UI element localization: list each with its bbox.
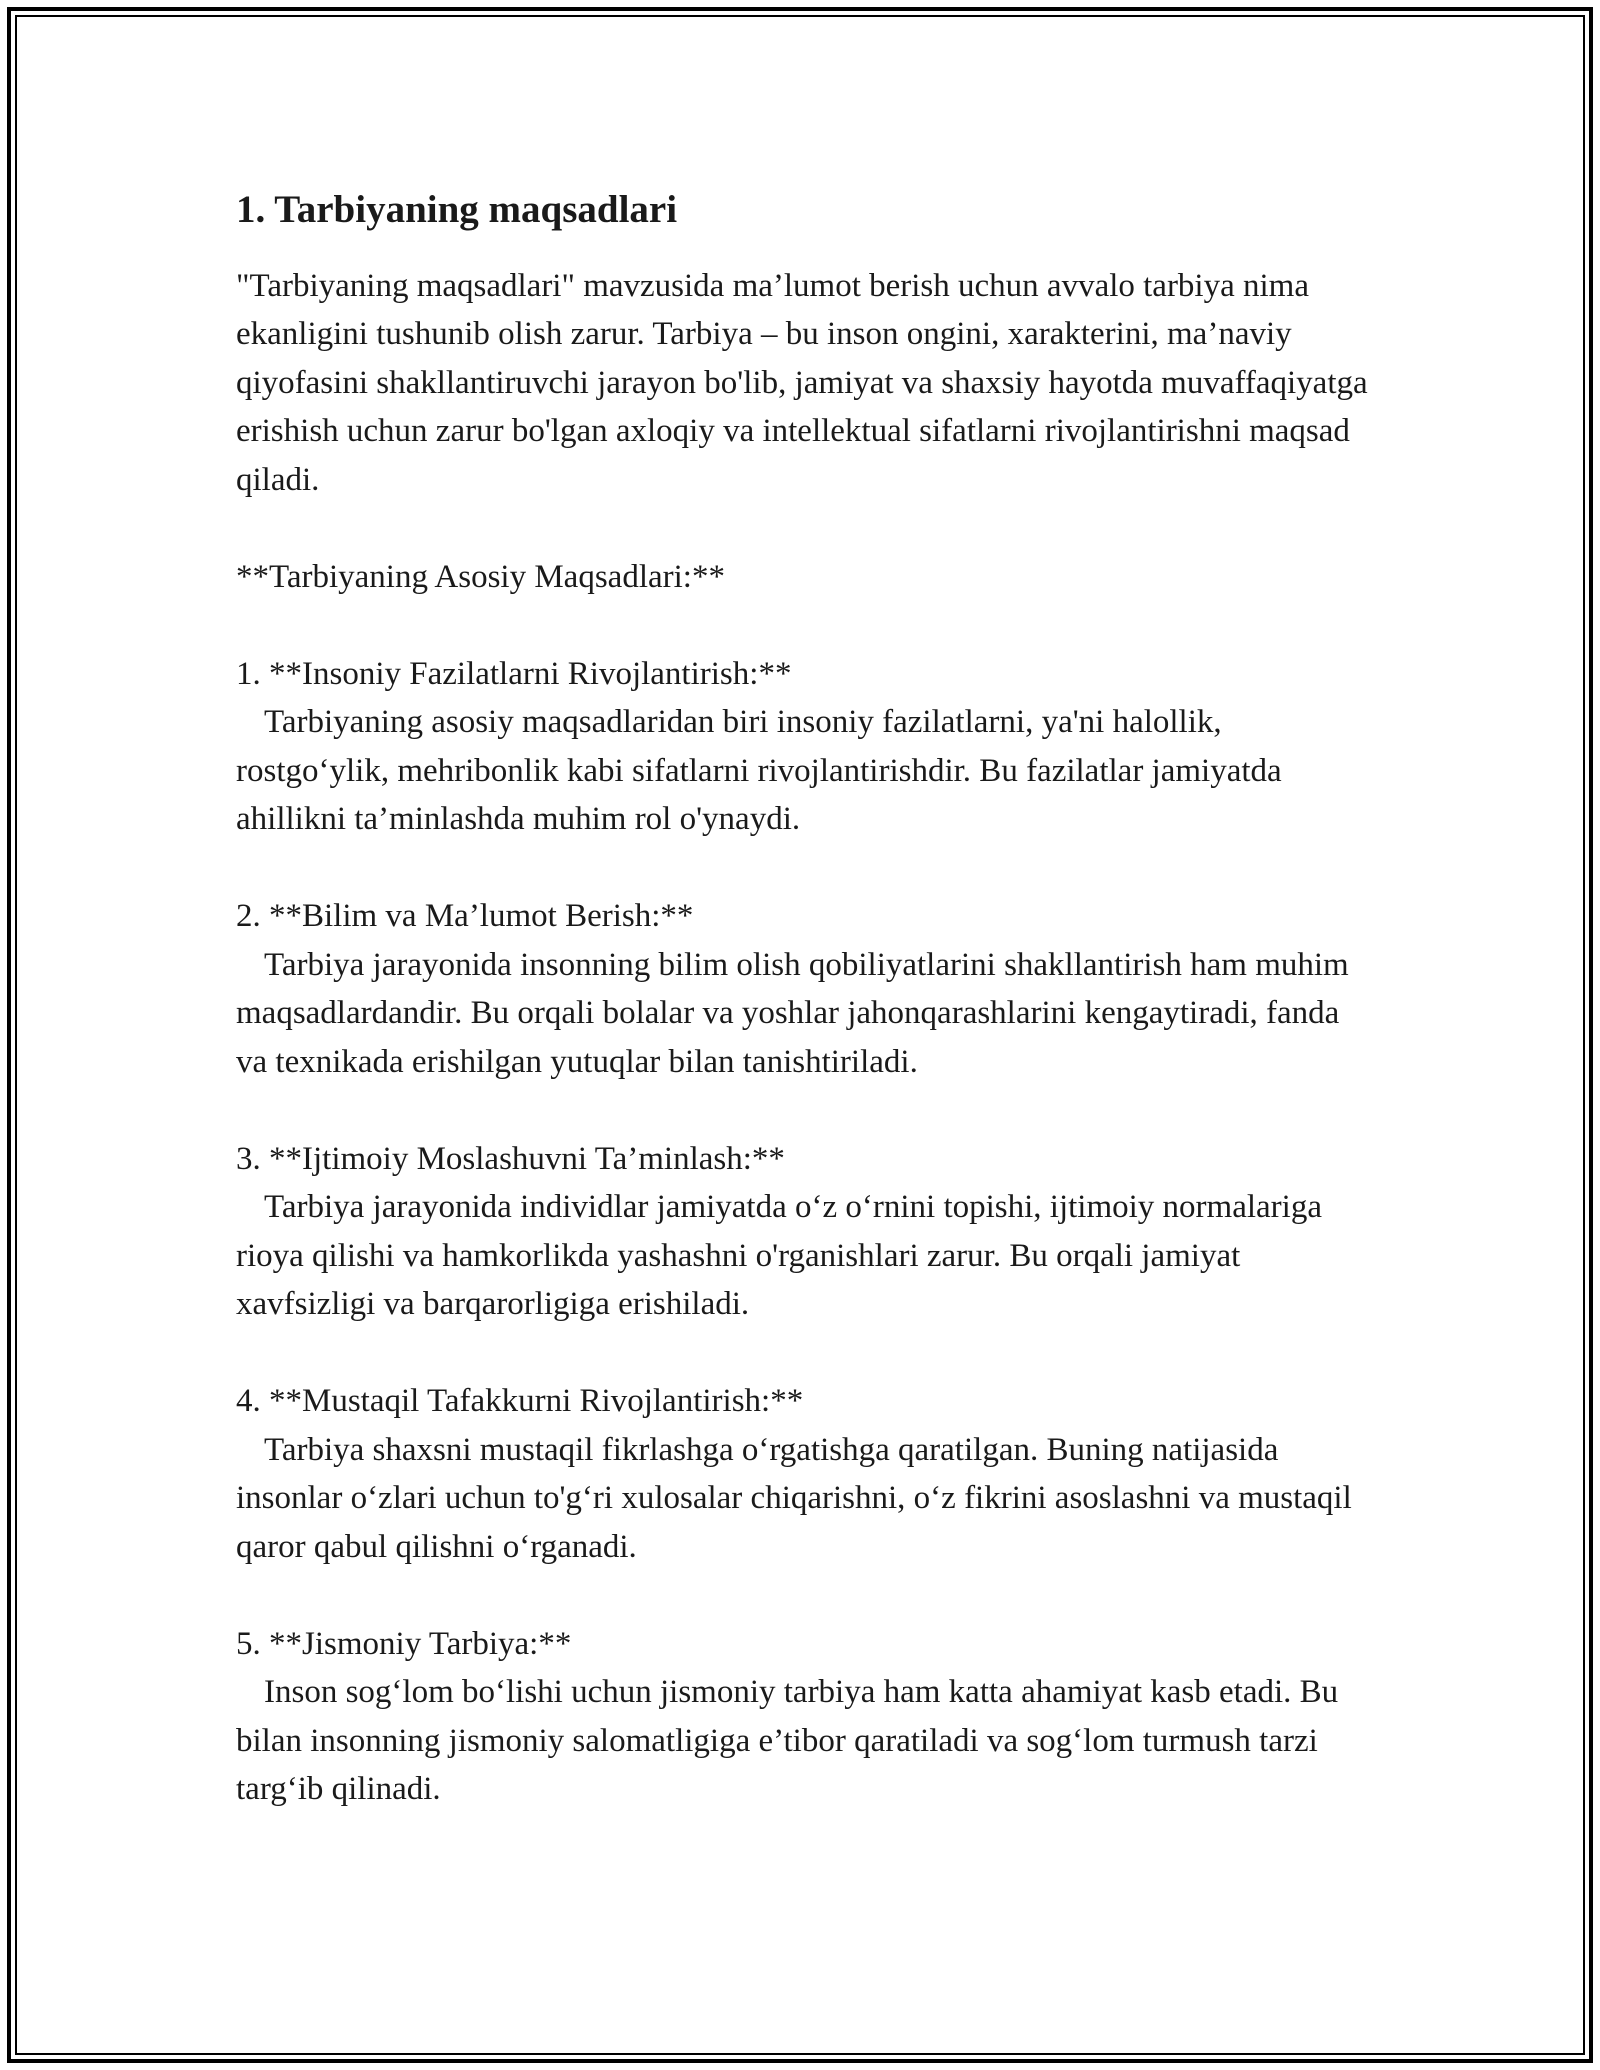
list-item <box>236 1377 1376 1571</box>
spacer <box>236 1571 1376 1620</box>
item-heading: 5. **Jismoniy Tarbiya:** <box>236 1625 572 1662</box>
item-body: Inson sog‘lom bo‘lishi uchun jismoniy tarbiya ham katta ahamiyat kasb etadi. Bu bilan insonning jismoniy salomatligiga e’tibor qaratiladi va sog‘lom turmush tarzi targ‘ib qilinadi. <box>236 1674 1339 1808</box>
list-item <box>236 1135 1376 1329</box>
list-item <box>236 1620 1376 1814</box>
spacer <box>236 504 1376 553</box>
spacer <box>236 844 1376 893</box>
list-item <box>236 892 1376 1086</box>
intro-paragraph: "Tarbiyaning maqsadlari" mavzusida ma’lumot berish uchun avvalo tarbiya nima ekanligini tushunib olish zarur. Tarbiya – bu inson ongini, xarakterini, ma’naviy qiyofasini shakllantiruvchi jarayon bo'lib, jamiyat va shaxsiy hayotda muvaffaqiyatga erishish uchun zarur bo'lgan axloqiy va intellektual sifatlarni rivojlantirishni maqsad qiladi. <box>236 267 1368 498</box>
spacer <box>236 1329 1376 1378</box>
document-content <box>236 185 1376 1814</box>
item-body: Tarbiyaning asosiy maqsadlaridan biri insoniy fazilatlarni, ya'ni halollik, rostgo‘ylik, mehribonlik kabi sifatlarni rivojlantirishdir. Bu fazilatlar jamiyatda ahillikni ta’minlashda muhim rol o'ynaydi. <box>236 704 1282 838</box>
item-body: Tarbiya jarayonida individlar jamiyatda o‘z o‘rnini topishi, ijtimoiy normalariga rioya qilishi va hamkorlikda yashashni o'rganishlari zarur. Bu orqali jamiyat xavfsizligi va barqarorligiga erishiladi. <box>236 1189 1322 1323</box>
spacer <box>236 601 1376 650</box>
item-body: Tarbiya jarayonida insonning bilim olish qobiliyatlarini shakllantirish ham muhim maqsadlardandir. Bu orqali bolalar va yoshlar jahonqarashlarini kengaytiradi, fanda va texnikada erishilgan yutuqlar bilan tanishtiriladi. <box>236 946 1349 1080</box>
section-heading: **Tarbiyaning Asosiy Maqsadlari:** <box>236 558 725 595</box>
item-heading: 2. **Bilim va Ma’lumot Berish:** <box>236 898 694 935</box>
item-heading: 3. **Ijtimoiy Moslashuvni Ta’minlash:** <box>236 1140 785 1177</box>
item-body: Tarbiya shaxsni mustaqil fikrlashga o‘rgatishga qaratilgan. Buning natijasida insonlar o‘zlari uchun to'g‘ri xulosalar chiqarishni, o‘z fikrini asoslashni va mustaqil qaror qabul qilishni o‘rganadi. <box>236 1431 1352 1565</box>
list-item <box>236 650 1376 844</box>
document-title: 1. Tarbiyaning maqsadlari <box>236 188 678 231</box>
item-heading: 1. **Insoniy Fazilatlarni Rivojlantirish:** <box>236 655 792 692</box>
spacer <box>236 1086 1376 1135</box>
item-heading: 4. **Mustaqil Tafakkurni Rivojlantirish:** <box>236 1383 804 1420</box>
